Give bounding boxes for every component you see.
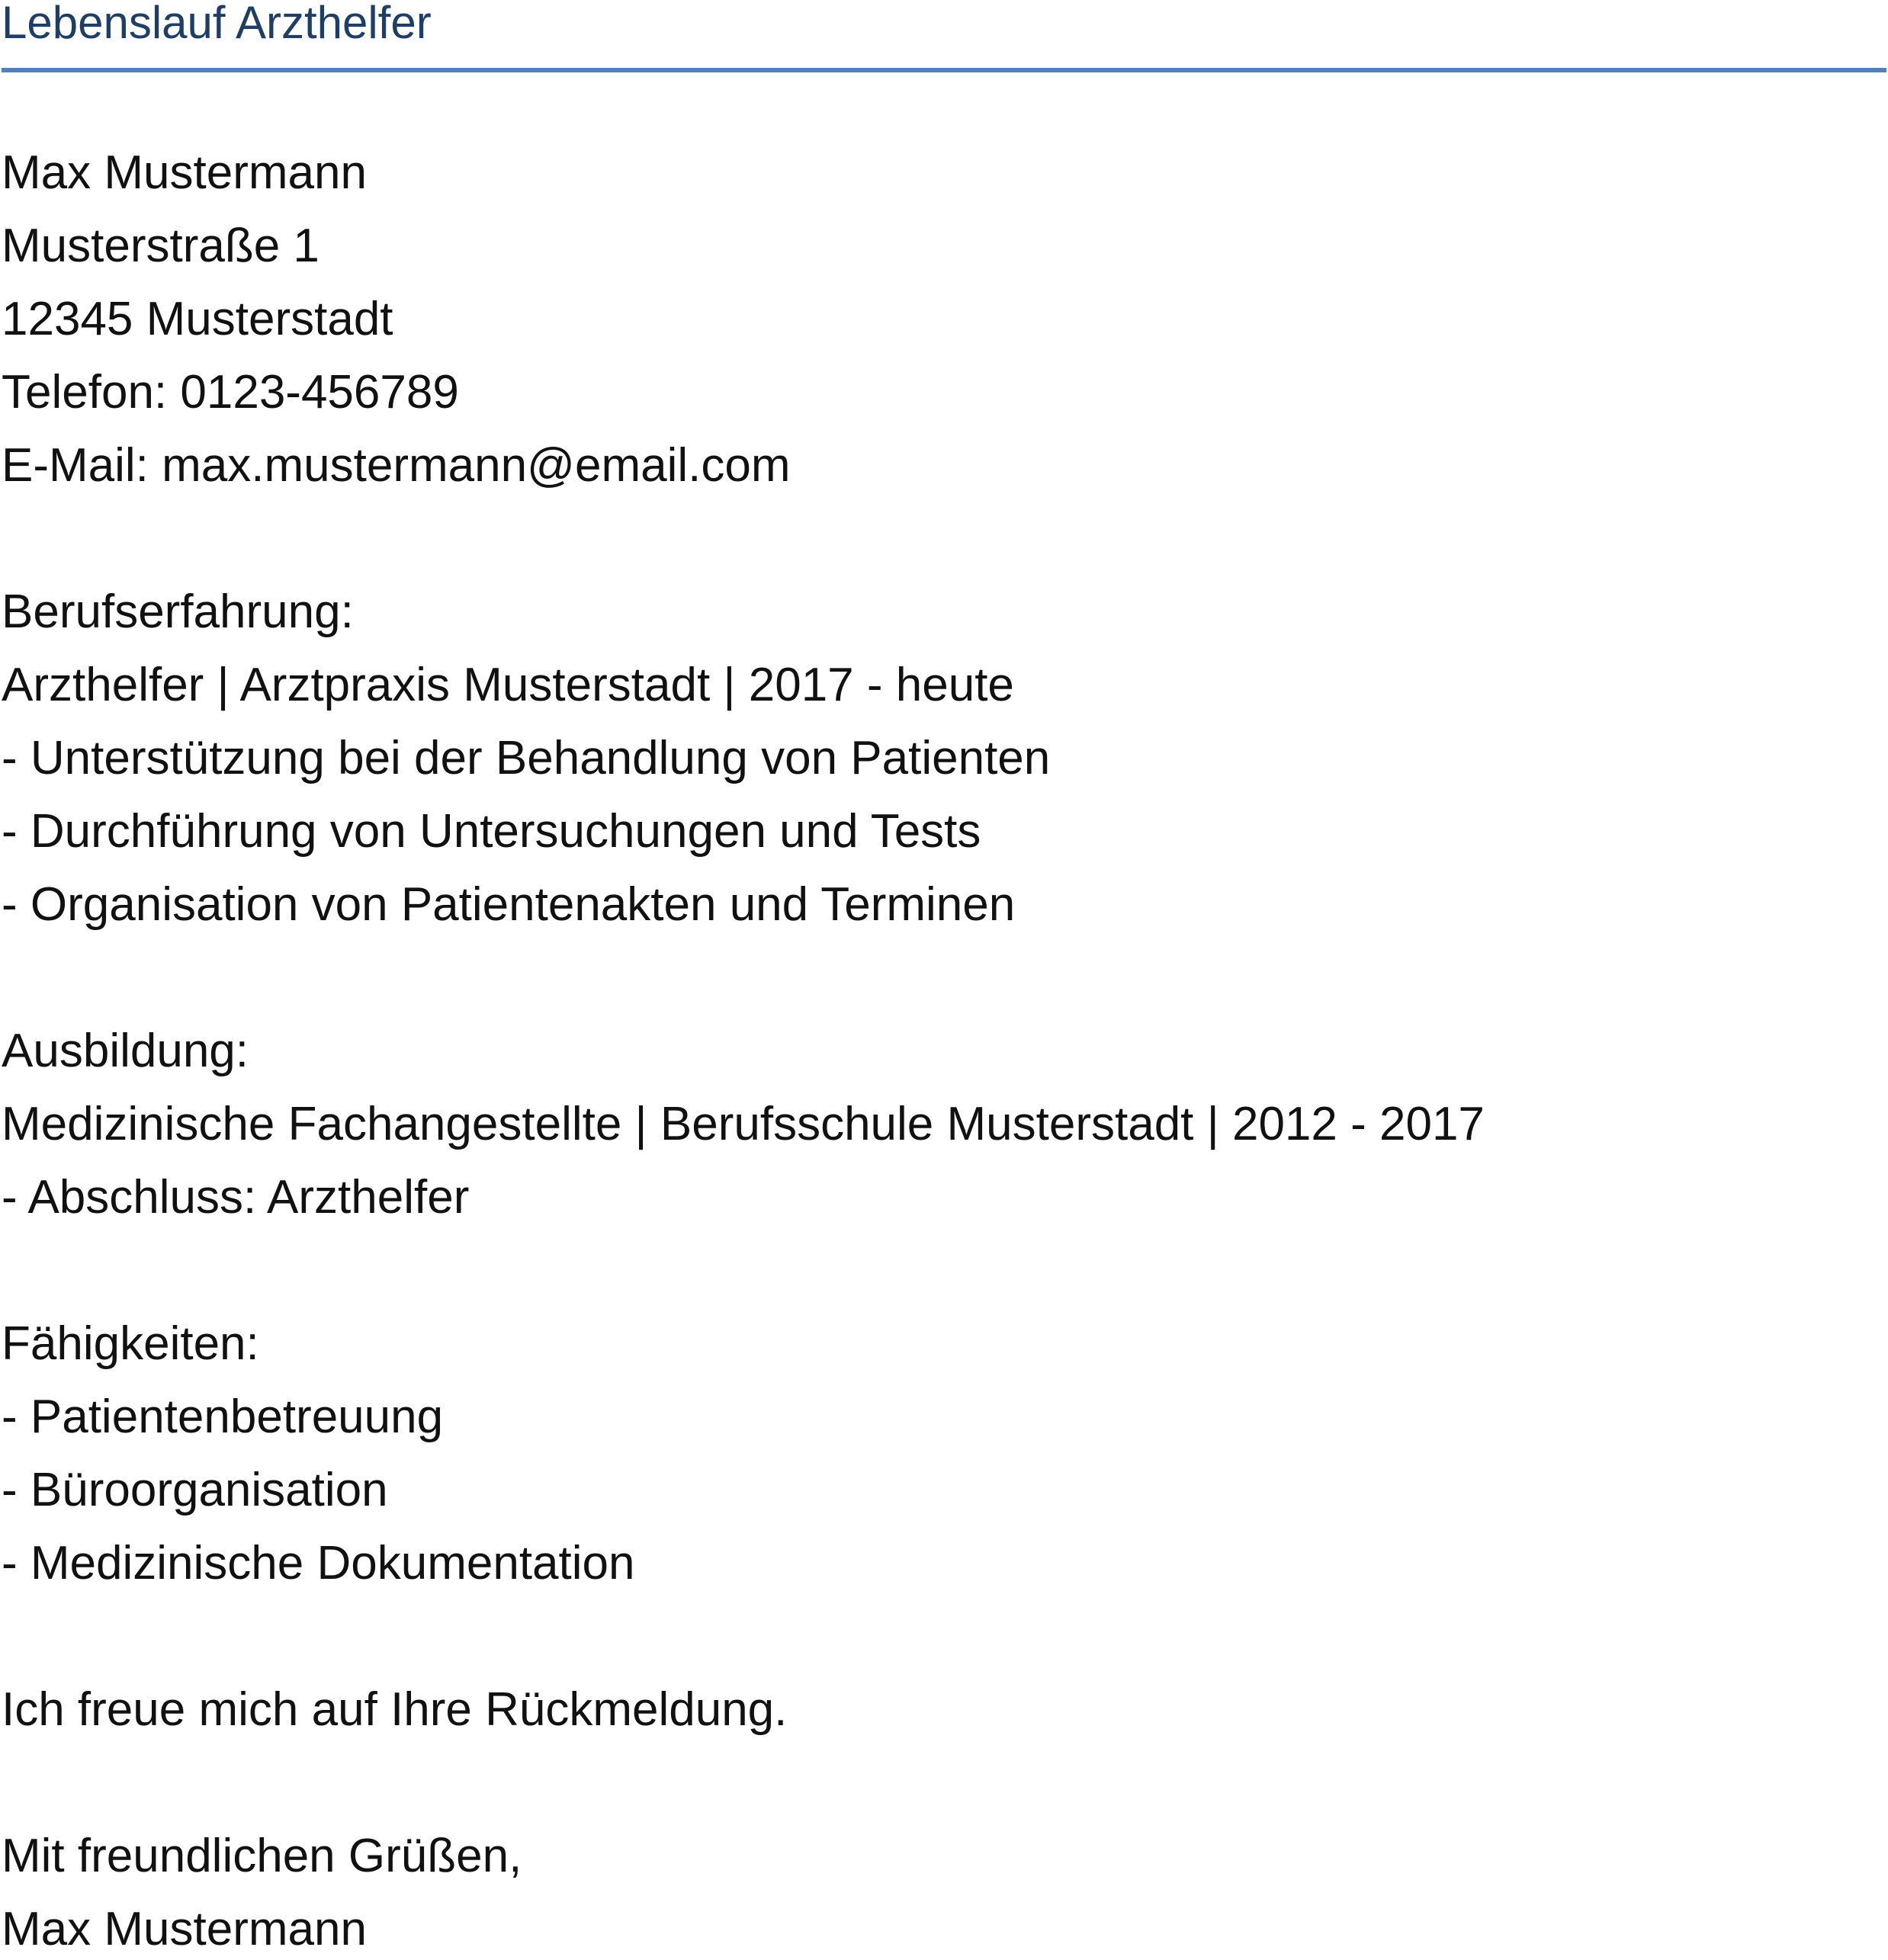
skills-item: - Patientenbetreuung bbox=[2, 1391, 444, 1443]
document-title: Lebenslauf Arzthelfer bbox=[2, 0, 432, 48]
closing-note: Ich freue mich auf Ihre Rückmeldung. bbox=[2, 1683, 788, 1736]
experience-item: - Durchführung von Untersuchungen und Tests bbox=[2, 805, 981, 858]
skills-heading: Fähigkeiten: bbox=[2, 1317, 259, 1370]
contact-city: 12345 Musterstadt bbox=[2, 293, 393, 345]
contact-street: Musterstraße 1 bbox=[2, 220, 319, 272]
experience-item: - Organisation von Patientenakten und Terminen bbox=[2, 878, 1016, 931]
closing-greeting: Mit freundlichen Grüßen, bbox=[2, 1830, 522, 1882]
skills-item: - Büroorganisation bbox=[2, 1464, 388, 1516]
education-heading: Ausbildung: bbox=[2, 1025, 249, 1077]
experience-item: - Unterstützung bei der Behandlung von Patienten bbox=[2, 732, 1051, 784]
skills-item: - Medizinische Dokumentation bbox=[2, 1537, 635, 1589]
experience-entry: Arzthelfer | Arztpraxis Musterstadt | 2017 - heute bbox=[2, 659, 1014, 711]
education-item: - Abschluss: Arzthelfer bbox=[2, 1171, 470, 1224]
contact-phone: Telefon: 0123-456789 bbox=[2, 366, 459, 419]
title-divider bbox=[2, 68, 1886, 72]
education-entry: Medizinische Fachangestellte | Berufsschule Musterstadt | 2012 - 2017 bbox=[2, 1098, 1485, 1150]
signature-name: Max Mustermann bbox=[2, 1903, 367, 1955]
contact-name: Max Mustermann bbox=[2, 146, 367, 199]
experience-heading: Berufserfahrung: bbox=[2, 585, 354, 638]
contact-email: E-Mail: max.mustermann@email.com bbox=[2, 439, 791, 492]
